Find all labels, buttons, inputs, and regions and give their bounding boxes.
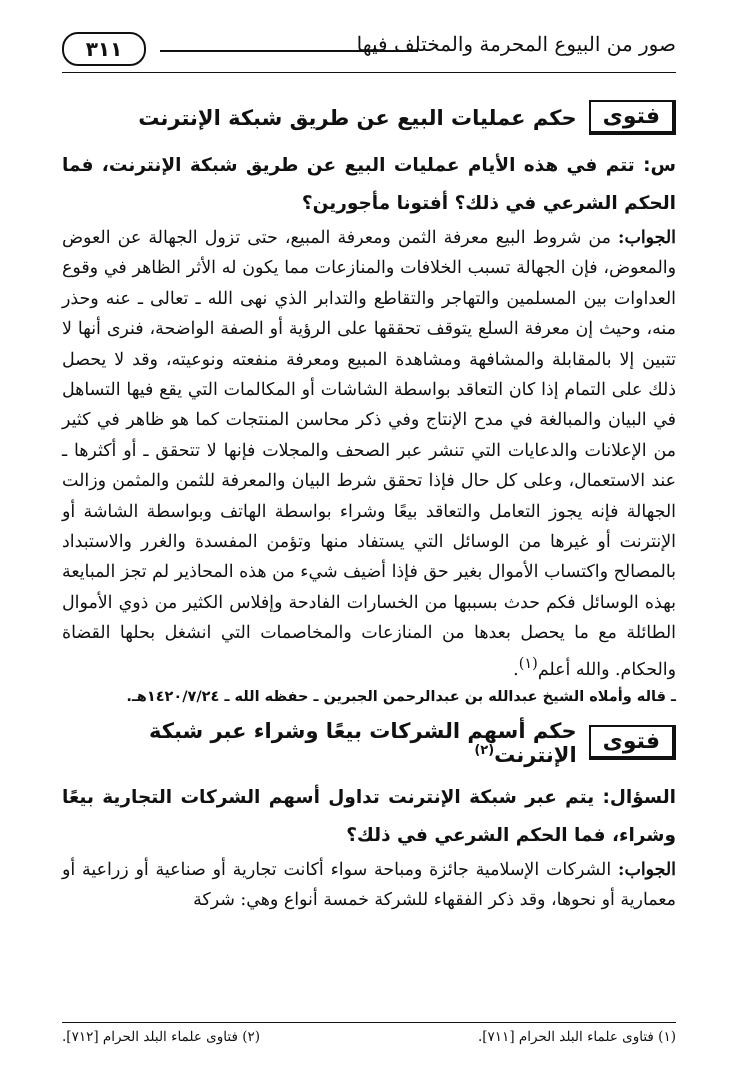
footnote-2: (٢) فتاوى علماء البلد الحرام [٧١٢]. xyxy=(62,1029,261,1045)
question-text: س: تتم في هذه الأيام عمليات البيع عن طريق شبكة الإنترنت، فما الحكم الشرعي في ذلك؟ أفتونا مأجورين؟ xyxy=(62,155,676,214)
attribution: ـ قاله وأملاه الشيخ عبدالله بن عبدالرحمن الجبرين ـ حفظه الله ـ ١٤٢٠/٧/٢٤هـ. xyxy=(126,688,676,705)
fatwa-heading-1 xyxy=(62,100,676,135)
running-title: صور من البيوع المحرمة والمختلف فيها xyxy=(356,32,676,56)
footnote-1: (١) فتاوى علماء البلد الحرام [٧١١]. xyxy=(477,1029,676,1045)
fatwa-label-box: فتوى xyxy=(589,725,676,760)
header-divider xyxy=(62,72,676,73)
answer-paragraph xyxy=(62,855,676,916)
fatwa-title: حكم أسهم الشركات بيعًا وشراء عبر شبكة الإنترنت xyxy=(149,718,577,767)
footnote-rule xyxy=(62,1022,676,1023)
answer-text: الشركات الإسلامية جائزة ومباحة سواء أكانت تجارية أو صناعية أو زراعية أو معمارية أو نحوها، وقد ذكر الفقهاء للشركة خمسة أنواع وهي: شركة xyxy=(62,859,676,911)
answer-paragraph: الجواب: من شروط البيع معرفة الثمن ومعرفة المبيع، حتى تزول الجهالة عن العوض والمعوض، فإن الجهالة تسبب الخلافات والمنازعات مما يكون له الأثر الظاهر في وقوع العداوات بين المسلمين والتهاجر والتقاطع والتدابر الذي نهى الله ـ تعالى ـ عنه وحذر منه، وحيث إن معرفة السلع يتوقف تحققها على الرؤية أو الصفة الواضحة، فنرى أنها لا تتبين إلا بالمقابلة والمشافهة ومشاهدة المبيع ومعرفة منفعته ونوعيته، وقد لا يحصل ذلك على التمام إذا كان التعاقد بواسطة الشاشات أو المكالمات التي يقع فيها التساهل في البيان والمبالغة في مدح الإنتاج وفي ذكر محاسن المنتجات كما هو ظاهر في كثير من الإعلانات والدعايات التي تنشر عبر الصحف والمجلات فإنها لا تتحقق ـ أو أكثرها ـ عند الاستعمال، وعلى كل حال فإذا تحقق شرط البيان والمعرفة للثمن والمثمن وزالت الجهالة فإنه يجوز التعامل والتعاقد بيعًا وشراء بواسطة الهاتف وبواسطة الشاشة أو الإنترنت أو غيرها من الوسائل التي يستفاد منها وتؤمن المفسدة والغرر والاستبداد بالمصالح واكتساب الأموال بغير حق فإذا أضيف شيء من هذه المحاذير لم تجز المبايعة بهذه الوسائل فكم حدث بسببها من الخسارات الفادحة وإفلاس الكثير من ذوي الأموال الطائلة مع ما يحصل بعدها من المنازعات والمخاصمات التي انشغل بحلها القضاة والحكام. والله أعلم$^{(١)}$. xyxy=(62,228,676,680)
answer-lead: الجواب: xyxy=(618,859,677,880)
footnotes xyxy=(62,1022,676,1045)
question-text: السؤال: يتم عبر شبكة الإنترنت تداول أسهم الشركات التجارية بيعًا وشراء، فما الحكم الشرعي في ذلك؟ xyxy=(62,786,676,846)
fatwa-label-box: فتوى xyxy=(589,100,676,135)
page-number: ٣١١ xyxy=(62,32,146,66)
fatwa-heading-2 xyxy=(62,719,676,767)
answer-lead: الجواب: xyxy=(618,228,676,248)
answer-text: من شروط البيع معرفة الثمن ومعرفة المبيع، حتى تزول الجهالة عن العوض والمعوض، فإن الجهالة تسبب الخلافات والمنازعات مما يكون له الأثر الظاهر في وقوع العداوات بين المسلمين والتهاجر والتقاطع والتدابر الذي نهى الله ـ تعالى ـ عنه وحذر منه، وحيث إن معرفة السلع يتوقف تحققها على الرؤية أو الصفة الواضحة، فنرى أنها لا تتبين إلا بالمقابلة والمشافهة ومشاهدة المبيع ومعرفة منفعته ونوعيته، وقد لا يحصل ذلك على التمام إذا كان التعاقد بواسطة الشاشات أو المكالمات التي يقع فيها التساهل في البيان والمبالغة في مدح الإنتاج وفي ذكر محاسن المنتجات كما هو ظاهر في كثير من الإعلانات والدعايات التي تنشر عبر الصحف والمجلات فإنها لا تتحقق ـ أو أكثرها ـ عند الاستعمال، وعلى كل حال فإذا تحقق شرط البيان والمعرفة للثمن والمثمن وزالت الجهالة فإنه يجوز التعامل والتعاقد بيعًا وشراء بواسطة الهاتف وبواسطة الشاشة أو الإنترنت أو غيرها من الوسائل التي يستفاد منها وتؤمن المفسدة والغرر والاستبداد بالمصالح واكتساب الأموال بغير حق فإذا أضيف شيء من هذه المحاذير لم تجز المبايعة بهذه الوسائل فكم حدث بسببها من الخسارات الفادحة وإفلاس الكثير من ذوي الأموال الطائلة مع ما يحصل بعدها من المنازعات والمخاصمات التي انشغل بحلها القضاة والحكام. والله أعلم xyxy=(62,228,676,680)
page-body xyxy=(62,92,676,916)
footnote-row xyxy=(62,1029,676,1045)
running-header xyxy=(62,28,676,76)
footnote-ref: (٢) xyxy=(474,742,495,758)
fatwa-title-wrap xyxy=(62,719,577,767)
fatwa-title: حكم عمليات البيع عن طريق شبكة الإنترنت xyxy=(138,105,577,130)
footnote-ref: (١) xyxy=(518,655,538,672)
